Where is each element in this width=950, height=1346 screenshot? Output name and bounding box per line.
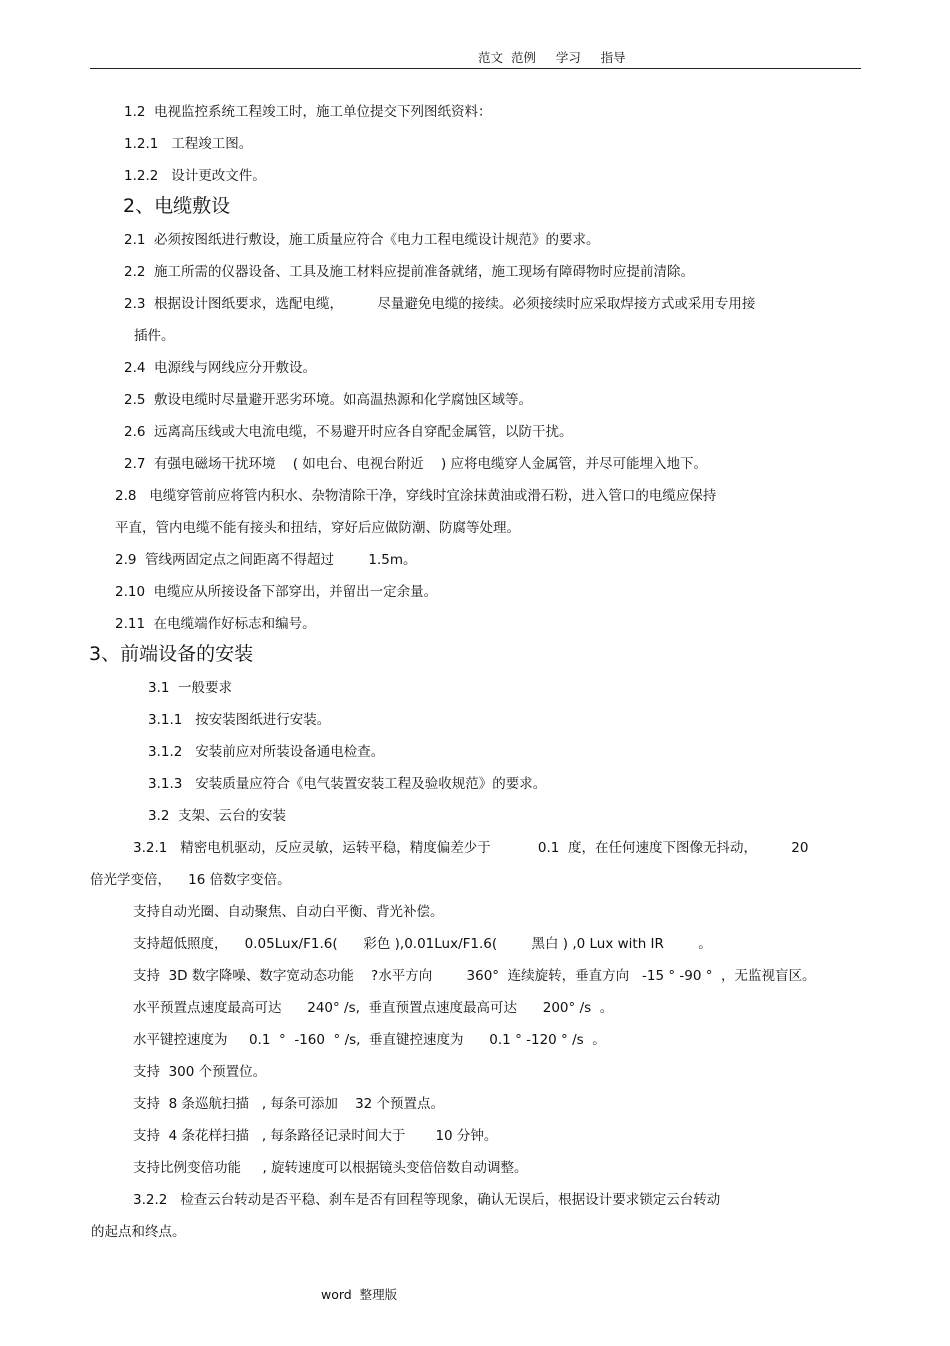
text-line: 平直，管内电缆不能有接头和扭结，穿好后应做防潮、防腐等处理。 <box>115 520 520 536</box>
section-heading: 2、电缆敷设 <box>123 195 231 217</box>
text-line: 2.10 电缆应从所接设备下部穿出，并留出一定余量。 <box>115 584 438 600</box>
header-divider <box>90 68 861 69</box>
text-line: 水平键控速度为 0.1 ° -160 ° /s, 垂直键控速度为 0.1 ° -120 ° /s 。 <box>133 1032 606 1048</box>
text-line: 3.2 支架、云台的安装 <box>148 808 287 824</box>
text-line: 支持 3D 数字降噪、数字宽动态功能 ?水平方向 360° 连续旋转，垂直方向 -15 ° -90 ° ，无监视盲区。 <box>133 968 816 984</box>
text-line: 3.1.2 安装前应对所装设备通电检查。 <box>148 744 385 760</box>
text-line: 3.2.1 精密电机驱动，反应灵敏，运转平稳，精度偏差少于 0.1 度，在任何速度下图像无抖动， 20 <box>133 840 809 856</box>
text-line: 2.1 必须按图纸进行敷设，施工质量应符合《电力工程电缆设计规范》的要求。 <box>124 232 600 248</box>
text-line: 3.1.3 安装质量应符合《电气装置安装工程及验收规范》的要求。 <box>148 776 547 792</box>
text-line: 水平预置点速度最高可达 240° /s, 垂直预置点速度最高可达 200° /s 。 <box>133 1000 614 1016</box>
text-line: 插件。 <box>134 328 175 344</box>
text-line: 1.2.1 工程竣工图。 <box>124 136 253 152</box>
text-line: 支持 4 条花样扫描 , 每条路径记录时间大于 10 分钟。 <box>133 1128 498 1144</box>
text-line: 3.1 一般要求 <box>148 680 233 696</box>
text-line: 支持自动光圈、自动聚焦、自动白平衡、背光补偿。 <box>133 904 444 920</box>
section-heading: 3、前端设备的安装 <box>89 643 254 665</box>
text-line: 1.2 电视监控系统工程竣工时，施工单位提交下列图纸资料： <box>124 104 492 120</box>
page-footer: word 整理版 <box>321 1287 398 1302</box>
text-line: 2.3 根据设计图纸要求，选配电缆， 尽量避免电缆的接续。必须接续时应采取焊接方式或采用专用接 <box>124 296 756 312</box>
text-line: 2.9 管线两固定点之间距离不得超过 1.5m。 <box>115 552 417 568</box>
text-line: 的起点和终点。 <box>91 1224 186 1240</box>
text-line: 支持超低照度， 0.05Lux/F1.6( 彩色 ),0.01Lux/F1.6( 黑白 ) ,0 Lux with IR 。 <box>133 936 712 952</box>
text-line: 倍光学变倍， 16 倍数字变倍。 <box>90 872 291 888</box>
text-line: 2.7 有强电磁场干扰环境 ( 如电台、电视台附近 ) 应将电缆穿人金属管，并尽可能埋入地下。 <box>124 456 707 472</box>
text-line: 支持 8 条巡航扫描 , 每条可添加 32 个预置点。 <box>133 1096 445 1112</box>
text-line: 2.6 远离高压线或大电流电缆，不易避开时应各自穿配金属管，以防干扰。 <box>124 424 573 440</box>
text-line: 1.2.2 设计更改文件。 <box>124 168 266 184</box>
text-line: 2.2 施工所需的仪器设备、工具及施工材料应提前准备就绪，施工现场有障碍物时应提前清除。 <box>124 264 695 280</box>
text-line: 支持比例变倍功能 , 旋转速度可以根据镜头变倍倍数自动调整。 <box>133 1160 528 1176</box>
text-line: 2.11 在电缆端作好标志和编号。 <box>115 616 316 632</box>
text-line: 3.1.1 按安装图纸进行安装。 <box>148 712 331 728</box>
page-header: 范文 范例 学习 指导 <box>478 50 626 65</box>
text-line: 2.4 电源线与网线应分开敷设。 <box>124 360 317 376</box>
text-line: 3.2.2 检查云台转动是否平稳、刹车是否有回程等现象，确认无误后，根据设计要求锁定云台转动 <box>133 1192 721 1208</box>
text-line: 2.5 敷设电缆时尽量避开恶劣环境。如高温热源和化学腐蚀区域等。 <box>124 392 533 408</box>
text-line: 2.8 电缆穿管前应将管内积水、杂物清除干净，穿线时宜涂抹黄油或滑石粉，进入管口的电缆应保持 <box>115 488 717 504</box>
text-line: 支持 300 个预置位。 <box>133 1064 267 1080</box>
